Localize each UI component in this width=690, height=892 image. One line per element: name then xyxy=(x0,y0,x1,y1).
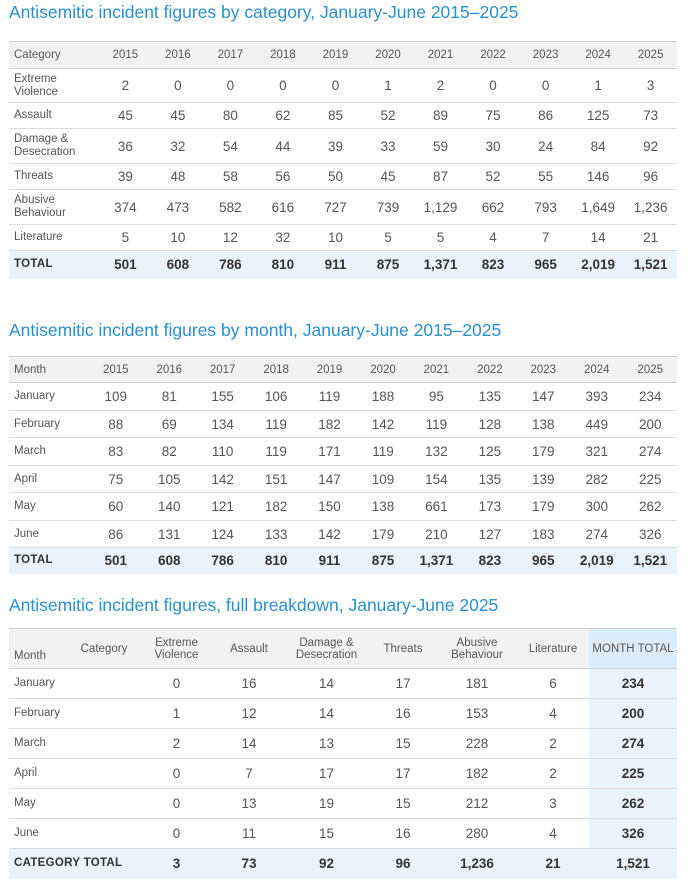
column-header: 2021 xyxy=(410,357,463,383)
table-cell: 262 xyxy=(623,493,677,521)
table-header-row xyxy=(9,357,677,383)
table-row xyxy=(9,819,677,849)
table-cell: 449 xyxy=(570,411,623,438)
column-header: Category xyxy=(9,42,99,69)
table-cell: 146 xyxy=(572,164,625,190)
empty-cell xyxy=(69,669,139,699)
table-cell: 87 xyxy=(414,164,467,190)
table-row xyxy=(9,164,677,190)
table-cell: 32 xyxy=(257,225,310,251)
month-total-cell: 200 xyxy=(589,699,677,729)
row-label: January xyxy=(9,669,69,699)
table-row xyxy=(9,729,677,759)
empty-cell xyxy=(69,759,139,789)
table-cell: 96 xyxy=(624,164,677,190)
table-cell: 374 xyxy=(99,190,152,225)
column-header: 2015 xyxy=(99,42,152,69)
table-cell: 7 xyxy=(519,225,572,251)
table-cell: 125 xyxy=(572,103,625,129)
column-header: 2018 xyxy=(257,42,310,69)
table-cell: 1,129 xyxy=(414,190,467,225)
table-cell: 119 xyxy=(303,383,356,411)
table-cell: 56 xyxy=(257,164,310,190)
month-total-cell: 234 xyxy=(589,669,677,699)
table-cell: 138 xyxy=(517,411,570,438)
table-cell: 4 xyxy=(517,819,589,849)
table-cell: 81 xyxy=(143,383,196,411)
total-cell: 911 xyxy=(309,251,362,279)
table-cell: 2 xyxy=(517,729,589,759)
column-header: Category xyxy=(69,629,139,669)
table-cell: 616 xyxy=(257,190,310,225)
table-cell: 45 xyxy=(152,103,205,129)
table-cell: 140 xyxy=(143,493,196,521)
table-cell: 0 xyxy=(139,819,214,849)
table-cell: 393 xyxy=(570,383,623,411)
column-header: 2017 xyxy=(196,357,249,383)
table-cell: 124 xyxy=(196,521,249,548)
column-header: 2022 xyxy=(467,42,520,69)
table-cell: 11 xyxy=(214,819,284,849)
table-cell: 142 xyxy=(356,411,409,438)
month-table xyxy=(9,356,677,574)
table-cell: 15 xyxy=(369,729,437,759)
column-header: Assault xyxy=(214,629,284,669)
table-cell: 59 xyxy=(414,129,467,164)
table-cell: 15 xyxy=(284,819,369,849)
table-cell: 182 xyxy=(249,493,302,521)
table-cell: 16 xyxy=(369,699,437,729)
table-cell: 10 xyxy=(309,225,362,251)
table-row xyxy=(9,69,677,103)
table-row xyxy=(9,129,677,164)
table-header-row xyxy=(9,42,677,69)
breakdown-table-title: Antisemitic incident figures, full breakdown, January-June 2025 xyxy=(9,595,499,615)
table-header-row xyxy=(9,629,677,669)
table-row xyxy=(9,383,677,411)
table-cell: 4 xyxy=(517,699,589,729)
total-cell: 92 xyxy=(284,849,369,879)
grand-total-cell: 1,521 xyxy=(589,849,677,879)
table-cell: 14 xyxy=(214,729,284,759)
row-label: January xyxy=(9,383,89,411)
column-header: 2019 xyxy=(309,42,362,69)
table-cell: 73 xyxy=(624,103,677,129)
row-label: Abusive Behaviour xyxy=(9,190,99,225)
column-header: 2020 xyxy=(356,357,409,383)
total-row xyxy=(9,548,677,574)
month-total-cell: 274 xyxy=(589,729,677,759)
column-header: 2018 xyxy=(249,357,302,383)
table-cell: 0 xyxy=(257,69,310,103)
row-label: May xyxy=(9,789,69,819)
table-cell: 200 xyxy=(623,411,677,438)
row-label: June xyxy=(9,819,69,849)
table-cell: 86 xyxy=(519,103,572,129)
table-cell: 19 xyxy=(284,789,369,819)
table-cell: 119 xyxy=(249,411,302,438)
total-cell: 73 xyxy=(214,849,284,879)
table-cell: 151 xyxy=(249,466,302,493)
column-header: MONTH TOTAL xyxy=(589,629,677,669)
table-cell: 62 xyxy=(257,103,310,129)
total-label: TOTAL xyxy=(9,548,89,574)
table-cell: 179 xyxy=(517,493,570,521)
table-cell: 326 xyxy=(623,521,677,548)
table-row xyxy=(9,669,677,699)
column-header: 2015 xyxy=(89,357,142,383)
table-cell: 135 xyxy=(463,383,516,411)
total-label: CATEGORY TOTAL xyxy=(9,849,139,879)
total-cell: 21 xyxy=(517,849,589,879)
table-cell: 44 xyxy=(257,129,310,164)
row-label: June xyxy=(9,521,89,548)
table-row xyxy=(9,411,677,438)
table-cell: 0 xyxy=(309,69,362,103)
table-cell: 128 xyxy=(463,411,516,438)
table-cell: 280 xyxy=(437,819,517,849)
total-label: TOTAL xyxy=(9,251,99,279)
row-label: February xyxy=(9,411,89,438)
table-cell: 142 xyxy=(196,466,249,493)
total-cell: 501 xyxy=(99,251,152,279)
table-cell: 661 xyxy=(410,493,463,521)
table-cell: 109 xyxy=(356,466,409,493)
month-total-cell: 225 xyxy=(589,759,677,789)
table-cell: 234 xyxy=(623,383,677,411)
table-row xyxy=(9,466,677,493)
table-cell: 0 xyxy=(139,759,214,789)
category-table xyxy=(9,41,677,279)
table-cell: 10 xyxy=(152,225,205,251)
total-cell: 965 xyxy=(519,251,572,279)
table-cell: 86 xyxy=(89,521,142,548)
table-cell: 138 xyxy=(356,493,409,521)
table-cell: 13 xyxy=(284,729,369,759)
table-cell: 45 xyxy=(99,103,152,129)
table-cell: 82 xyxy=(143,438,196,466)
table-cell: 1 xyxy=(572,69,625,103)
empty-cell xyxy=(69,699,139,729)
table-row xyxy=(9,759,677,789)
table-cell: 119 xyxy=(410,411,463,438)
table-cell: 83 xyxy=(89,438,142,466)
table-cell: 13 xyxy=(214,789,284,819)
table-cell: 119 xyxy=(249,438,302,466)
total-cell: 875 xyxy=(362,251,415,279)
column-header: 2023 xyxy=(519,42,572,69)
table-cell: 147 xyxy=(517,383,570,411)
total-cell: 1,371 xyxy=(414,251,467,279)
table-cell: 17 xyxy=(369,759,437,789)
table-cell: 60 xyxy=(89,493,142,521)
month-table-title: Antisemitic incident figures by month, January-June 2015–2025 xyxy=(9,320,502,340)
table-cell: 212 xyxy=(437,789,517,819)
table-cell: 0 xyxy=(204,69,257,103)
table-cell: 0 xyxy=(139,789,214,819)
table-cell: 183 xyxy=(517,521,570,548)
column-header: 2025 xyxy=(624,42,677,69)
table-cell: 153 xyxy=(437,699,517,729)
table-cell: 2 xyxy=(99,69,152,103)
table-row xyxy=(9,190,677,225)
table-cell: 16 xyxy=(214,669,284,699)
total-cell: 1,236 xyxy=(437,849,517,879)
table-row xyxy=(9,699,677,729)
table-cell: 110 xyxy=(196,438,249,466)
total-cell: 786 xyxy=(204,251,257,279)
table-cell: 5 xyxy=(99,225,152,251)
row-label: Threats xyxy=(9,164,99,190)
table-cell: 179 xyxy=(356,521,409,548)
table-row xyxy=(9,103,677,129)
table-cell: 54 xyxy=(204,129,257,164)
table-cell: 274 xyxy=(623,438,677,466)
table-row xyxy=(9,225,677,251)
table-cell: 150 xyxy=(303,493,356,521)
table-cell: 739 xyxy=(362,190,415,225)
table-cell: 14 xyxy=(284,699,369,729)
total-cell: 810 xyxy=(249,548,302,574)
table-cell: 12 xyxy=(214,699,284,729)
table-cell: 147 xyxy=(303,466,356,493)
table-cell: 727 xyxy=(309,190,362,225)
category-table-title: Antisemitic incident figures by category, January-June 2015–2025 xyxy=(9,2,519,22)
table-cell: 1,649 xyxy=(572,190,625,225)
table-cell: 142 xyxy=(303,521,356,548)
row-label: Damage & Desecration xyxy=(9,129,99,164)
row-label: Literature xyxy=(9,225,99,251)
table-cell: 134 xyxy=(196,411,249,438)
table-cell: 131 xyxy=(143,521,196,548)
row-label: May xyxy=(9,493,89,521)
table-cell: 300 xyxy=(570,493,623,521)
table-cell: 171 xyxy=(303,438,356,466)
table-cell: 50 xyxy=(309,164,362,190)
column-header: 2024 xyxy=(570,357,623,383)
table-cell: 15 xyxy=(369,789,437,819)
table-cell: 17 xyxy=(369,669,437,699)
column-header: Literature xyxy=(517,629,589,669)
table-cell: 662 xyxy=(467,190,520,225)
column-header: 2016 xyxy=(152,42,205,69)
table-cell: 84 xyxy=(572,129,625,164)
table-cell: 36 xyxy=(99,129,152,164)
table-cell: 89 xyxy=(414,103,467,129)
total-cell: 2,019 xyxy=(572,251,625,279)
table-cell: 52 xyxy=(362,103,415,129)
row-label: February xyxy=(9,699,69,729)
total-cell: 810 xyxy=(257,251,310,279)
total-cell: 911 xyxy=(303,548,356,574)
total-cell: 3 xyxy=(139,849,214,879)
table-cell: 133 xyxy=(249,521,302,548)
table-cell: 132 xyxy=(410,438,463,466)
row-label: Assault xyxy=(9,103,99,129)
table-cell: 58 xyxy=(204,164,257,190)
table-cell: 0 xyxy=(139,669,214,699)
table-cell: 182 xyxy=(437,759,517,789)
table-cell: 3 xyxy=(624,69,677,103)
table-cell: 1 xyxy=(362,69,415,103)
column-header: 2020 xyxy=(362,42,415,69)
table-cell: 225 xyxy=(623,466,677,493)
total-cell: 501 xyxy=(89,548,142,574)
column-header: 2021 xyxy=(414,42,467,69)
table-cell: 188 xyxy=(356,383,409,411)
table-cell: 52 xyxy=(467,164,520,190)
total-cell: 965 xyxy=(517,548,570,574)
table-cell: 39 xyxy=(309,129,362,164)
table-cell: 582 xyxy=(204,190,257,225)
table-cell: 1,236 xyxy=(624,190,677,225)
table-cell: 30 xyxy=(467,129,520,164)
table-cell: 228 xyxy=(437,729,517,759)
table-cell: 173 xyxy=(463,493,516,521)
table-cell: 16 xyxy=(369,819,437,849)
total-row xyxy=(9,251,677,279)
column-header: Extreme Violence xyxy=(139,629,214,669)
table-cell: 179 xyxy=(517,438,570,466)
table-cell: 109 xyxy=(89,383,142,411)
table-cell: 32 xyxy=(152,129,205,164)
table-cell: 139 xyxy=(517,466,570,493)
table-cell: 181 xyxy=(437,669,517,699)
table-row xyxy=(9,438,677,466)
column-header: Abusive Behaviour xyxy=(437,629,517,669)
total-cell: 96 xyxy=(369,849,437,879)
table-cell: 473 xyxy=(152,190,205,225)
table-cell: 154 xyxy=(410,466,463,493)
table-cell: 5 xyxy=(362,225,415,251)
column-header: 2016 xyxy=(143,357,196,383)
column-header: 2024 xyxy=(572,42,625,69)
table-cell: 85 xyxy=(309,103,362,129)
empty-cell xyxy=(69,819,139,849)
table-cell: 5 xyxy=(414,225,467,251)
column-header: Month xyxy=(9,629,69,669)
table-cell: 48 xyxy=(152,164,205,190)
table-cell: 4 xyxy=(467,225,520,251)
table-cell: 0 xyxy=(152,69,205,103)
table-cell: 55 xyxy=(519,164,572,190)
table-row xyxy=(9,789,677,819)
table-cell: 135 xyxy=(463,466,516,493)
total-cell: 608 xyxy=(143,548,196,574)
table-row xyxy=(9,521,677,548)
total-cell: 2,019 xyxy=(570,548,623,574)
total-cell: 786 xyxy=(196,548,249,574)
table-cell: 1 xyxy=(139,699,214,729)
table-cell: 125 xyxy=(463,438,516,466)
empty-cell xyxy=(69,789,139,819)
table-cell: 155 xyxy=(196,383,249,411)
table-cell: 88 xyxy=(89,411,142,438)
table-cell: 182 xyxy=(303,411,356,438)
column-header: 2025 xyxy=(623,357,677,383)
table-cell: 75 xyxy=(467,103,520,129)
table-cell: 12 xyxy=(204,225,257,251)
row-label: April xyxy=(9,466,89,493)
column-header: Damage & Desecration xyxy=(284,629,369,669)
table-cell: 39 xyxy=(99,164,152,190)
table-cell: 210 xyxy=(410,521,463,548)
table-cell: 3 xyxy=(517,789,589,819)
column-header: 2017 xyxy=(204,42,257,69)
column-header: 2023 xyxy=(517,357,570,383)
total-cell: 875 xyxy=(356,548,409,574)
table-cell: 321 xyxy=(570,438,623,466)
row-label: April xyxy=(9,759,69,789)
table-cell: 92 xyxy=(624,129,677,164)
column-header: 2019 xyxy=(303,357,356,383)
table-cell: 2 xyxy=(414,69,467,103)
table-cell: 105 xyxy=(143,466,196,493)
table-cell: 45 xyxy=(362,164,415,190)
table-cell: 69 xyxy=(143,411,196,438)
table-cell: 24 xyxy=(519,129,572,164)
table-cell: 282 xyxy=(570,466,623,493)
table-cell: 119 xyxy=(356,438,409,466)
table-cell: 0 xyxy=(467,69,520,103)
column-header: Month xyxy=(9,357,89,383)
total-cell: 1,521 xyxy=(623,548,677,574)
table-cell: 75 xyxy=(89,466,142,493)
table-cell: 14 xyxy=(572,225,625,251)
table-cell: 0 xyxy=(519,69,572,103)
total-row xyxy=(9,849,677,879)
table-cell: 106 xyxy=(249,383,302,411)
row-label: Extreme Violence xyxy=(9,69,99,103)
table-cell: 793 xyxy=(519,190,572,225)
total-cell: 1,521 xyxy=(624,251,677,279)
table-cell: 121 xyxy=(196,493,249,521)
month-total-cell: 262 xyxy=(589,789,677,819)
table-cell: 33 xyxy=(362,129,415,164)
total-cell: 823 xyxy=(467,251,520,279)
row-label: March xyxy=(9,438,89,466)
table-row xyxy=(9,493,677,521)
total-cell: 608 xyxy=(152,251,205,279)
table-cell: 80 xyxy=(204,103,257,129)
table-cell: 2 xyxy=(139,729,214,759)
table-cell: 21 xyxy=(624,225,677,251)
table-cell: 127 xyxy=(463,521,516,548)
table-cell: 6 xyxy=(517,669,589,699)
total-cell: 1,371 xyxy=(410,548,463,574)
breakdown-table xyxy=(9,628,677,879)
month-total-cell: 326 xyxy=(589,819,677,849)
table-cell: 95 xyxy=(410,383,463,411)
row-label: March xyxy=(9,729,69,759)
table-cell: 17 xyxy=(284,759,369,789)
table-cell: 14 xyxy=(284,669,369,699)
table-cell: 274 xyxy=(570,521,623,548)
column-header: 2022 xyxy=(463,357,516,383)
empty-cell xyxy=(69,729,139,759)
table-cell: 2 xyxy=(517,759,589,789)
table-cell: 7 xyxy=(214,759,284,789)
column-header: Threats xyxy=(369,629,437,669)
total-cell: 823 xyxy=(463,548,516,574)
